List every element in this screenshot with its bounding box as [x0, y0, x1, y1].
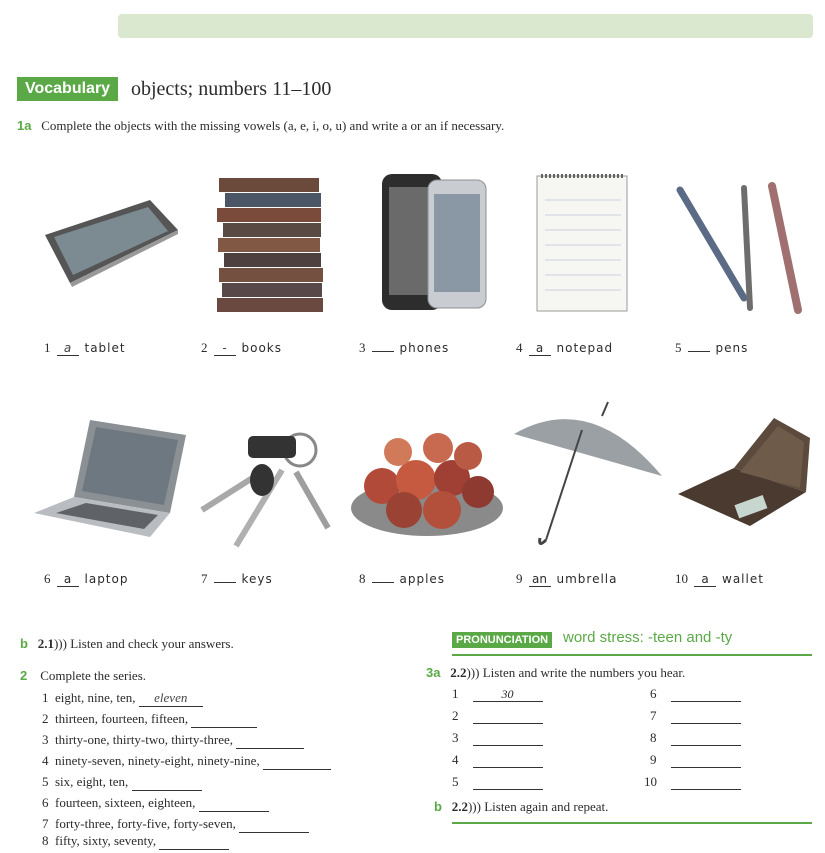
pronunciation-title: word stress: -teen and -ty	[563, 629, 733, 646]
object-item-9	[516, 571, 618, 587]
number-label: 3	[452, 730, 459, 745]
object-number: 6	[44, 571, 51, 586]
q2-label: 2	[20, 668, 28, 683]
section-divider	[452, 822, 812, 824]
number-answer[interactable]	[473, 731, 543, 746]
q1a-label: 1a	[17, 118, 32, 133]
series-text: forty-three, forty-five, forty-seven,	[55, 816, 236, 831]
q1a-instruction: Complete the objects with the missing vowels (a, e, i, o, u) and write a or an if necessary.	[41, 118, 505, 133]
series-answer[interactable]: eleven	[139, 690, 203, 707]
series-number: 8	[42, 833, 49, 848]
number-label: 6	[650, 686, 657, 701]
laptop-image	[30, 415, 190, 540]
q1b-label: b	[20, 636, 28, 651]
series-answer[interactable]	[191, 711, 257, 728]
series-item-6	[42, 795, 269, 812]
number-label: 4	[452, 752, 459, 767]
object-item-2	[201, 340, 282, 356]
object-item-6	[44, 571, 128, 587]
series-text: thirteen, fourteen, fifteen,	[55, 711, 189, 726]
number-row-8	[650, 730, 741, 746]
object-word: keys	[241, 572, 273, 586]
q2-instruction: Complete the series.	[40, 668, 147, 683]
object-word: umbrella	[556, 572, 618, 586]
series-answer[interactable]	[236, 732, 304, 749]
series-item-5	[42, 774, 202, 791]
q1b-track: 2.1	[37, 636, 54, 651]
object-number: 10	[675, 571, 688, 586]
object-word: laptop	[84, 572, 129, 586]
number-label: 5	[452, 774, 459, 789]
object-number: 7	[201, 571, 208, 586]
q1b-line	[20, 636, 234, 652]
object-number: 5	[675, 340, 682, 355]
object-item-4	[516, 340, 613, 356]
number-label: 2	[452, 708, 459, 723]
series-item-4	[42, 753, 331, 770]
number-answer[interactable]	[671, 775, 741, 790]
phones-image	[380, 172, 490, 312]
article-blank[interactable]: a	[694, 572, 716, 587]
audio-icon: )))	[467, 799, 481, 814]
series-text: eight, nine, ten,	[55, 690, 136, 705]
tablet-image	[40, 195, 180, 290]
q3a-instruction: Listen and write the numbers you hear.	[482, 665, 686, 680]
object-word: books	[241, 341, 283, 355]
audio-icon: )))	[53, 636, 67, 651]
number-row-3	[452, 730, 543, 746]
q3b-label: b	[434, 799, 442, 814]
series-number: 1	[42, 690, 49, 705]
object-word: pens	[715, 341, 749, 355]
q3a-line	[426, 665, 685, 681]
number-answer[interactable]	[671, 731, 741, 746]
series-text: fourteen, sixteen, eighteen,	[55, 795, 196, 810]
section-title: objects; numbers 11–100	[131, 78, 332, 100]
number-label: 9	[650, 752, 657, 767]
notepad-image	[533, 170, 633, 315]
series-number: 2	[42, 711, 49, 726]
number-row-2	[452, 708, 543, 724]
object-number: 4	[516, 340, 523, 355]
pens-image	[672, 180, 807, 318]
object-number: 9	[516, 571, 523, 586]
q3b-line	[434, 799, 608, 815]
object-number: 8	[359, 571, 366, 586]
object-number: 3	[359, 340, 366, 355]
number-row-1	[452, 686, 543, 702]
series-text: ninety-seven, ninety-eight, ninety-nine,	[55, 753, 260, 768]
umbrella-image	[510, 400, 665, 550]
series-answer[interactable]	[199, 795, 269, 812]
series-number: 3	[42, 732, 49, 747]
books-image	[215, 178, 327, 313]
object-word: tablet	[84, 341, 126, 355]
series-answer[interactable]	[159, 833, 229, 850]
object-item-7	[201, 571, 273, 587]
series-text: thirty-one, thirty-two, thirty-three,	[55, 732, 233, 747]
object-item-8	[359, 571, 445, 587]
number-answer[interactable]	[473, 709, 543, 724]
q1a-instruction-line	[17, 118, 504, 134]
apples-image	[348, 428, 506, 540]
article-blank[interactable]	[214, 582, 236, 583]
audio-icon: )))	[466, 665, 480, 680]
number-answer[interactable]	[671, 753, 741, 768]
number-row-6	[650, 686, 741, 702]
series-item-2	[42, 711, 257, 728]
number-label: 10	[644, 774, 657, 789]
object-word: notepad	[556, 341, 614, 355]
q1b-instruction: Listen and check your answers.	[70, 636, 234, 651]
vocabulary-badge: Vocabulary	[17, 77, 118, 101]
number-row-7	[650, 708, 741, 724]
series-item-3	[42, 732, 304, 749]
object-word: phones	[399, 341, 450, 355]
article-blank[interactable]	[372, 582, 394, 583]
object-item-5	[675, 340, 748, 356]
q3b-track: 2.2	[451, 799, 468, 814]
wallet-image	[670, 412, 815, 532]
object-item-10	[675, 571, 764, 587]
series-number: 5	[42, 774, 49, 789]
object-word: apples	[399, 572, 446, 586]
article-blank[interactable]	[688, 351, 710, 352]
keys-image	[190, 428, 340, 553]
article-blank[interactable]: a	[57, 572, 79, 587]
q2-line	[20, 668, 146, 684]
number-label: 8	[650, 730, 657, 745]
number-row-4	[452, 752, 543, 768]
series-number: 6	[42, 795, 49, 810]
object-word: wallet	[722, 572, 764, 586]
number-answer[interactable]	[473, 753, 543, 768]
article-blank[interactable]: a	[57, 341, 79, 356]
object-number: 1	[44, 340, 51, 355]
object-item-1	[44, 340, 126, 356]
number-row-10	[644, 774, 741, 790]
q3a-track: 2.2	[450, 665, 467, 680]
series-item-7	[42, 816, 309, 833]
series-answer[interactable]	[239, 816, 309, 833]
number-row-5	[452, 774, 543, 790]
series-number: 7	[42, 816, 49, 831]
q3a-label: 3a	[426, 665, 441, 680]
article-blank[interactable]: -	[214, 341, 236, 356]
number-label: 1	[452, 686, 459, 701]
article-blank[interactable]	[372, 351, 394, 352]
q3b-instruction: Listen again and repeat.	[484, 799, 609, 814]
series-number: 4	[42, 753, 49, 768]
object-number: 2	[201, 340, 208, 355]
number-label: 7	[650, 708, 657, 723]
series-text: fifty, sixty, seventy,	[55, 833, 157, 848]
number-answer[interactable]: 30	[473, 687, 543, 702]
number-answer[interactable]	[671, 687, 741, 702]
header-bar	[118, 14, 813, 38]
number-answer[interactable]	[671, 709, 741, 724]
object-item-3	[359, 340, 449, 356]
series-answer[interactable]	[132, 774, 202, 791]
number-row-9	[650, 752, 741, 768]
series-item-8	[42, 833, 229, 850]
series-answer[interactable]	[263, 753, 331, 770]
pronunciation-badge: PRONUNCIATION	[452, 632, 552, 648]
series-text: six, eight, ten,	[55, 774, 129, 789]
article-blank[interactable]: an	[529, 572, 551, 587]
number-answer[interactable]	[473, 775, 543, 790]
series-item-1	[42, 690, 203, 707]
article-blank[interactable]: a	[529, 341, 551, 356]
